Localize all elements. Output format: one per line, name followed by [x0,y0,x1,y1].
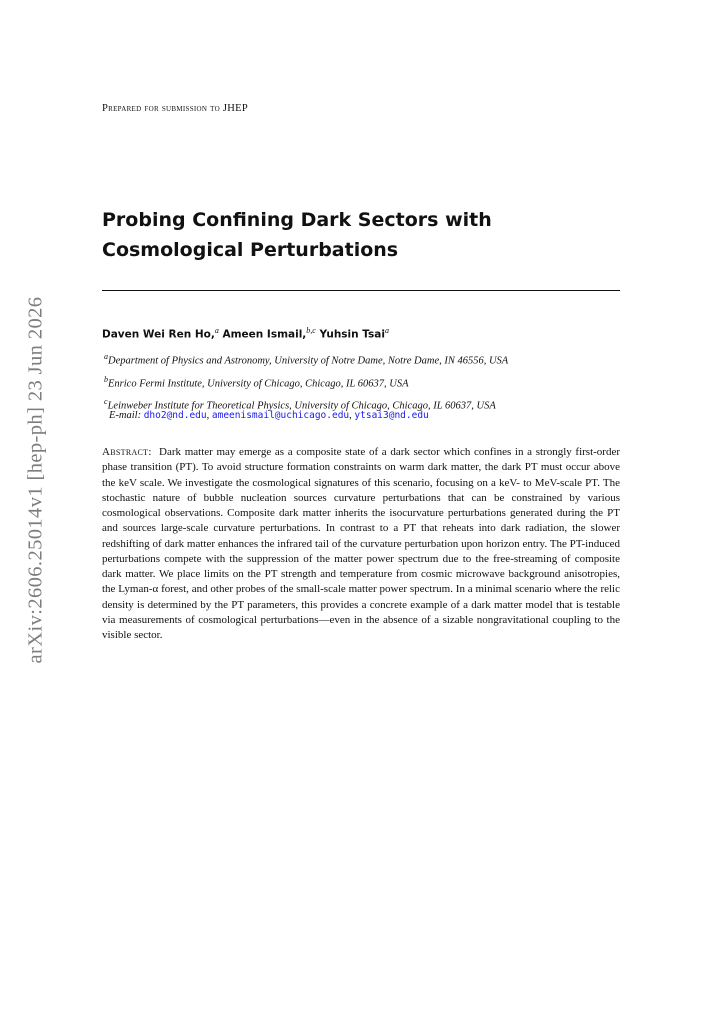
author-name: Yuhsin Tsai [319,328,385,341]
email-separator: , [206,410,212,421]
affiliation [104,348,508,371]
affiliation-text: Department of Physics and Astronomy, University of Notre Dame, Notre Dame, IN 46556, USA [108,355,509,367]
paper-title: Probing Confining Dark Sectors with Cosmological Perturbations [102,209,492,261]
affiliation-mark: b [104,374,108,384]
email-link[interactable]: dho2@nd.edu [143,410,207,421]
email-separator: , [349,410,355,421]
author-affiliation-mark: a [214,326,219,335]
affiliation-mark: c [104,397,108,406]
submission-note: Prepared for submission to JHEP [102,103,249,114]
author-name: Ameen Ismail, [222,328,307,341]
author-name: Daven Wei Ren Ho, [102,328,215,341]
abstract-text: Dark matter may emerge as a composite state of a dark sector which confines in a strongly first-order phase transition (PT). To avoid structure formation constraints on warm dark matter, the dark PT must occur above the keV scale. We investigate the cosmological signatures of this scenario, focusing on a keV- to MeV-scale PT. The stochastic nature of bubble nucleation sources curvature perturbations that can be constrained by various cosmological observations. Composite dark matter inherits the isocurvature perturbations generated during the PT and sources large-scale curvature perturbations. In contrast to a PT that reheats into dark radiation, the slower redshifting of dark matter enhances the infrared tail of the curvature perturbation upon horizon entry. The PT-induced perturbations compete with the suppression of the matter power spectrum due to the free-streaming of composite dark matter. We place limits on the PT strength and temperature from cosmic microwave background anisotropies, the Lyman-α forest, and other probes of the small-scale matter power spectrum. In a minimal scenario where the relic density is determined by the PT parameters, this provides a concrete example of a dark matter model that is testable via measurements of cosmological perturbations—even in the absence of a sizable nongravitational coupling to the visible sector. [102,446,620,641]
email-label: E-mail: [109,410,142,421]
author-affiliation-mark: b,c [306,326,316,335]
affiliation-list [104,348,508,416]
affiliation-text: Leinweber Institute for Theoretical Physics, University of Chicago, Chicago, IL 60637, USA [107,400,496,412]
email-line [109,410,429,421]
author-affiliation-mark: a [384,326,389,335]
abstract [102,445,620,643]
affiliation-text: Enrico Fermi Institute, University of Chicago, Chicago, IL 60637, USA [108,378,409,389]
affiliation [104,371,508,394]
affiliation-mark: a [104,352,108,361]
abstract-heading: Abstract: [102,446,152,458]
title-rule [102,290,620,291]
email-link[interactable]: ameenismail@uchicago.edu [211,410,350,421]
arxiv-identifier: arXiv:2606.25014v1 [hep-ph] 23 Jun 2026 [24,296,47,664]
email-link[interactable]: ytsai3@nd.edu [354,410,429,421]
author-list [102,326,389,341]
